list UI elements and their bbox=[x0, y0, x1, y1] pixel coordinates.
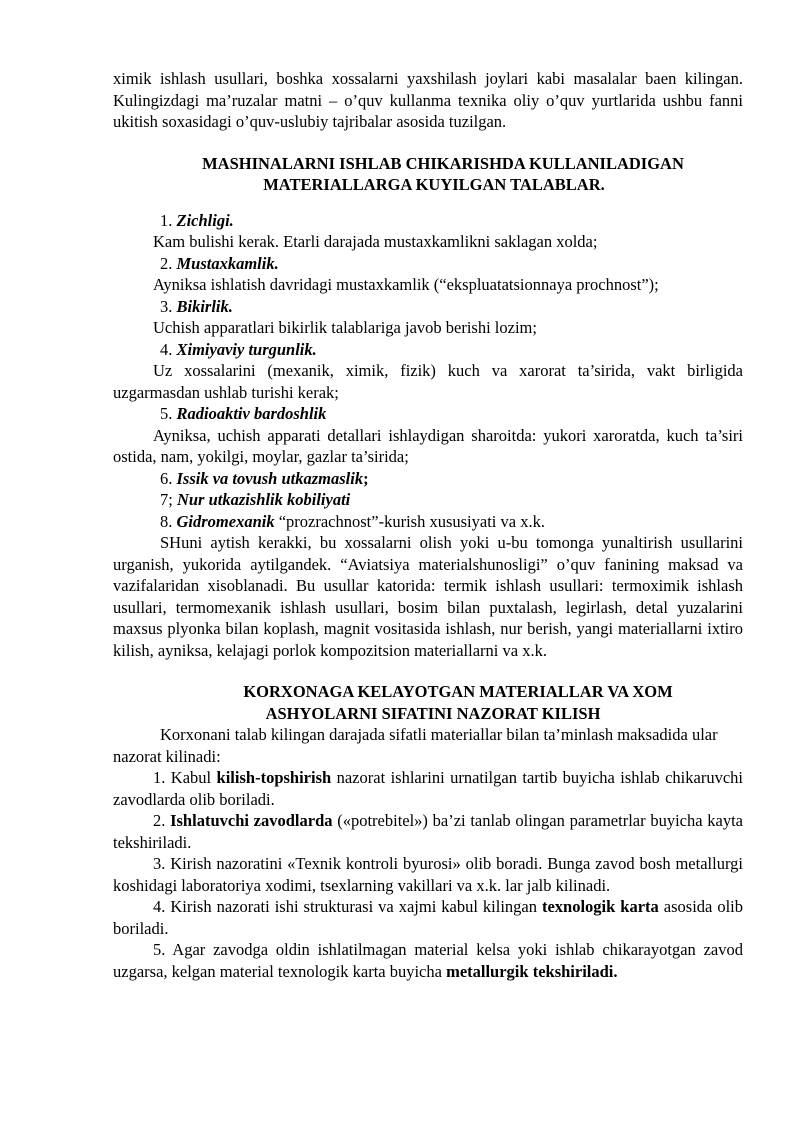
item-suffix: “prozrachnost”-kurish xususiyati va x.k. bbox=[274, 511, 545, 531]
bold-run: metallurgik tekshiriladi. bbox=[446, 961, 618, 981]
item-number: 3. bbox=[160, 296, 173, 316]
list-item-4-body: Uz xossalarini (mexanik, ximik, fizik) kuch va xarorat ta’sirida, vakt birligida uzgarmasdan ushlab turishi kerak; bbox=[113, 361, 743, 402]
item-title: Radioaktiv bardoshlik bbox=[176, 404, 327, 423]
text-run: 1. Kabul bbox=[153, 768, 217, 787]
section2-paragraph-3: 3. Kirish nazoratini «Texnik kontroli byurosi» olib boradi. Bunga zavod bosh metallurgi koshidagi laboratoriya xodimi, tsexlarning vakillari va x.k. lar jalb kilinadi. bbox=[113, 854, 743, 895]
item-title: Zichligi. bbox=[176, 210, 234, 230]
intro-paragraph: ximik ishlash usullari, boshka xossalarni yaxshilash joylari kabi masalalar baen kilingan. Kulingizdagi ma’ruzalar matni – o’quv kullanma texnika oliy o’quv yurtlarida ushbu fanni ukitish soxasidagi o’quv-uslubiy tajribalar asosida tuzilgan. bbox=[113, 69, 743, 131]
section2-paragraph-5 bbox=[113, 939, 743, 982]
list-item-1-body: Kam bulishi kerak. Etarli darajada mustaxkamlikni saklagan xolda; bbox=[153, 232, 598, 251]
item-suffix: ; bbox=[363, 468, 369, 488]
item-number: 6. bbox=[160, 468, 173, 488]
section2-paragraph-4 bbox=[113, 896, 743, 939]
section2-paragraph-2 bbox=[113, 810, 743, 853]
list-item-1-title bbox=[113, 210, 743, 232]
item-number: 2. bbox=[160, 253, 173, 273]
text-run: nazorat ishlarini urnatilgan tartib buyicha ishlab chikaruvchi zavodlarda olib boriladi. bbox=[113, 768, 743, 809]
list-item-5-title bbox=[113, 403, 743, 425]
item-number: 1. bbox=[160, 210, 173, 230]
list-item-2-title bbox=[113, 253, 743, 275]
list-item-2-body: Ayniksa ishlatish davridagi mustaxkamlik (“ekspluatatsionnaya prochnost”); bbox=[153, 275, 659, 294]
section1-closing-paragraph: SHuni aytish kerakki, bu xossalarni olish yoki u-bu tomonga yunaltirish usullarini urganish, yukorida aytilgandek. “Aviatsiya materialshunosligi” o’quv fanining maksad va vazifalaridan xisoblanadi. Bu usullar katorida: termik ishlash usullari: termoximik ishlash usullari, termomexanik ishlash usullari, bosim bilan puxtalash, legirlash, detal yuzalarini maxsus plyonka bilan koplash, magnit vositasida ishlash, nur berish, yangi materiallarni ixtiro kilish, ayniksa, kelajagi porlok kompozitsion materiallarni va x.k. bbox=[113, 533, 743, 660]
list-item-3-title bbox=[113, 296, 743, 318]
document-page bbox=[113, 68, 743, 982]
text-run: 5. Agar zavodga oldin ishlatilmagan material kelsa yoki ishlab chikarayotgan zavod uzgarsa, kelgan material texnologik karta buyicha bbox=[113, 940, 743, 981]
bold-run: Ishlatuvchi zavodlarda bbox=[170, 811, 333, 830]
section1-heading-line1: MASHINALARNI ISHLAB CHIKARISHDA KULLANILADIGAN bbox=[202, 153, 684, 173]
bold-run: texnologik karta bbox=[541, 897, 659, 916]
text-run: («potrebitel») ba’zi tanlab olingan parametrlar buyicha kayta tekshiriladi. bbox=[113, 811, 743, 852]
text-run: asosida olib boriladi. bbox=[113, 897, 743, 938]
item-title: Gidromexanik bbox=[176, 511, 275, 531]
section2-heading-line2: ASHYOLARNI SIFATINI NAZORAT KILISH bbox=[265, 703, 601, 723]
bold-run: kilish-topshirish bbox=[216, 768, 332, 787]
section2-intro: Korxonani talab kilingan darajada sifatli materiallar bilan ta’minlash maksadida ular nazorat kilinadi: bbox=[113, 725, 718, 766]
list-item-5-body: Ayniksa, uchish apparati detallari ishlaydigan sharoitda: yukori xaroratda, kuch ta’siri ostida, nam, yokilgi, moylar, gazlar ta’sirida; bbox=[113, 425, 743, 466]
list-item-4-title bbox=[113, 339, 743, 361]
item-number: 8. bbox=[160, 511, 173, 531]
item-number: 5. bbox=[160, 404, 173, 423]
requirements-list bbox=[113, 210, 743, 533]
section1-heading-line2: MATERIALLARGA KUYILGAN TALABLAR. bbox=[263, 175, 605, 194]
list-item-3-body: Uchish apparatlari bikirlik talablariga javob berishi lozim; bbox=[153, 318, 537, 337]
item-title: Bikirlik. bbox=[176, 296, 233, 316]
item-title: Mustaxkamlik. bbox=[176, 253, 279, 273]
list-item-8-title bbox=[113, 511, 743, 533]
list-item-6-title bbox=[113, 468, 743, 490]
text-run: 4. Kirish nazorati ishi strukturasi va xajmi kabul kilingan bbox=[153, 897, 542, 916]
item-title: Issik va tovush utkazmaslik bbox=[176, 468, 364, 488]
item-number: 4. bbox=[160, 339, 173, 359]
text-run: 2. bbox=[153, 811, 171, 830]
item-title: Ximiyaviy turgunlik. bbox=[176, 339, 317, 359]
section2-heading-line1: KORXONAGA KELAYOTGAN MATERIALLAR VA XOM bbox=[243, 682, 673, 701]
list-item-7-title bbox=[113, 489, 743, 511]
item-number: 7; bbox=[160, 490, 173, 509]
item-title: Nur utkazishlik kobiliyati bbox=[176, 490, 351, 509]
section2-paragraph-1 bbox=[113, 767, 743, 810]
